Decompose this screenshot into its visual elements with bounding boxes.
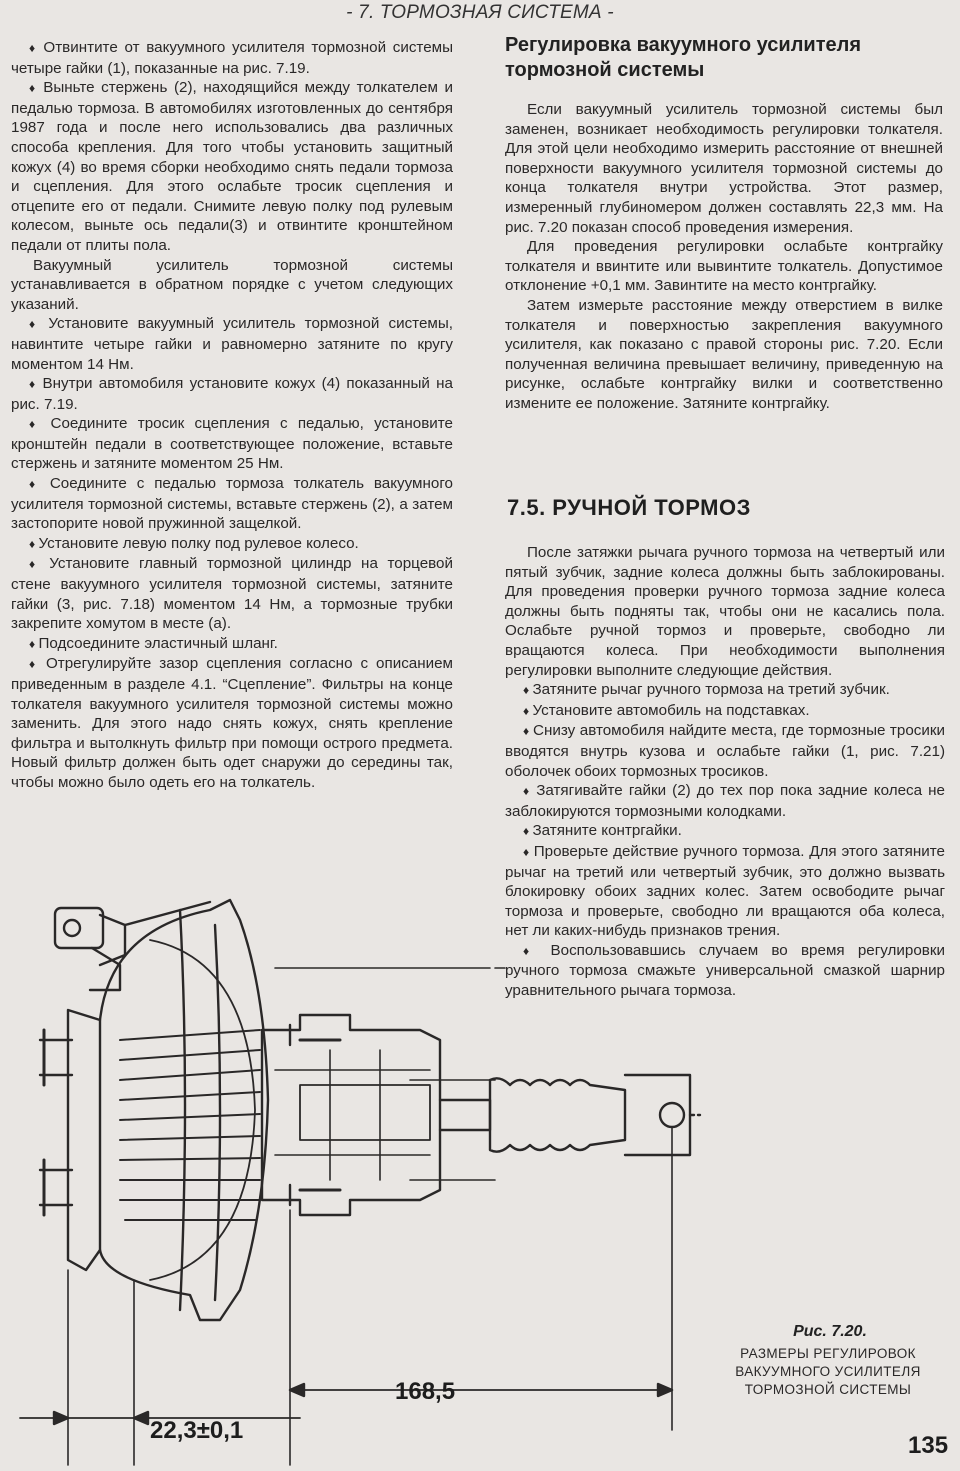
paragraph: ♦ Затягивайте гайки (2) до тех пор пока задние колеса не заблокируются тормозными колодками. [505,781,945,821]
paragraph: ♦ Снизу автомобиля найдите места, где тормозные тросики вводятся внутрь кузова и ослабьте гайки (1, рис. 7.21) оболочек обоих тормозных тросиков. [505,721,945,781]
paragraph: ♦ Затяните рычаг ручного тормоза на третий зубчик. [505,680,945,701]
subsection-heading: Регулировка вакуумного усилителя тормозной системы [505,34,861,81]
dimension-22-3: 22,3±0,1 [150,1417,244,1444]
paragraph: Если вакуумный усилитель тормозной системы был заменен, возникает необходимость регулировки толкателя. Для этой цели необходимо измерить расстояние от внешней поверхности вакуумного усилителя тормозной системы до конца толкателя внутри устройства. Этот размер, измеренный глубиномером должен составлять 22,3 мм. На рис. 7.20 показан способ проведения измерения. [505,101,943,236]
right-text-column-top [505,100,943,414]
running-head: - 7. ТОРМОЗНАЯ СИСТЕМА - [346,2,614,23]
paragraph: Вакуумный усилитель тормозной системы устанавливается в обратном порядке с учетом следующих указаний. [11,256,453,313]
figure-title: Рис. 7.20. [793,1323,867,1340]
paragraph: ♦ Установите вакуумный усилитель тормозной системы, навинтите четыре гайки и равномерно затяните по кругу моментом 14 Нм. [11,314,453,374]
figure-caption: РАЗМЕРЫ РЕГУЛИРОВОК ВАКУУМНОГО УСИЛИТЕЛЯ ТОРМОЗНОЙ СИСТЕМЫ [735,1346,921,1397]
paragraph: Для проведения регулировки ослабьте контргайку толкателя и ввинтите или вывинтите толкатель. Допустимое отклонение +0,1 мм. Завинтите на место контргайку. [505,238,943,295]
paragraph: ♦ Отвинтите от вакуумного усилителя тормозной системы четыре гайки (1), показанные на рис. 7.19. [11,38,453,78]
paragraph: После затяжки рычага ручного тормоза на четвертый или пятый зубчик, задние колеса должны быть заблокированы. Для проведения проверки ручного тормоза задние колеса должны быть подняты так, чтобы они не касались пола. Ослабьте ручной тормоз и проверьте, свободно ли вращаются колеса. При необходимости выполнения регулировки выполните следующие действия. [505,544,945,679]
dimension-168-5: 168,5 [395,1378,456,1405]
paragraph: ♦ Внутри автомобиля установите кожух (4) показанный на рис. 7.19. [11,374,453,414]
paragraph: ♦ Соедините с педалью тормоза толкатель вакуумного усилителя тормозной системы, вставьте стержень (2), а затем застопорите новой пружинной защелкой. [11,474,453,534]
paragraph: ♦ Соедините тросик сцепления с педалью, установите кронштейн педали в соответствующее положение, вставьте стержень и затяните моментом 25 Нм. [11,414,453,474]
paragraph: ♦ Затяните контргайки. [505,821,945,842]
paragraph: Затем измерьте расстояние между отверстием в вилке толкателя и поверхностью закрепления вакуумного усилителя, как показано с правой стороны рис. 7.20. Если полученная величина превышает величину, приведенную на рисунке, ослабьте контргайку вилки и соответственно измените ее положение. Затяните контргайку. [505,296,943,412]
paragraph: ♦ Отрегулируйте зазор сцепления согласно с описанием приведенным в разделе 4.1. “Сцепление”. Фильтры на конце толкателя вакуумного усилителя тормозной системы можно заменить. Для этого надо снять кожух, снять крепление фильтра и вытолкнуть фильтр при помощи острого предмета. Новый фильтр должен быть одет снаружи до середины так, чтобы можно было одеть его на толкатель. [11,654,453,792]
paragraph: ♦ Проверьте действие ручного тормоза. Для этого затяните рычаг на третий или четвертый зубчик, это должно вызвать блокировку обоих задних колес. Затем освободите рычаг тормоза и проверьте, свободно ли вращаются оба колеса, нет ли каких-нибудь признаков трения. [505,842,945,941]
paragraph: ♦ Установите левую полку под рулевое колесо. [11,534,453,555]
left-text-column [11,38,453,793]
section-heading: 7.5. РУЧНОЙ ТОРМОЗ [507,495,751,520]
paragraph: ♦ Установите главный тормозной цилиндр на торцевой стене вакуумного усилителя тормозной системы, затяните гайки (3, рис. 7.18) моментом 14 Нм, а тормозные трубки закрепите хомутом в месте (а). [11,554,453,633]
paragraph: ♦ Установите автомобиль на подставках. [505,701,945,722]
page-number: 135 [908,1432,949,1459]
paragraph: ♦ Выньте стержень (2), находящийся между толкателем и педалью тормоза. В автомобилях изготовленных до сентября 1987 года и после него использовались два различных способа крепления. Для того чтобы установить защитный кожух (4) во время сборки необходимо снять педали тормоза и сцепления. Для этого ослабьте тросик сцепления и отцепите его от педали. Снимите левую полку под рулевым колесом, выньте ось педали(3) и отвинтите кронштейном педали от плиты пола. [11,78,453,255]
paragraph: ♦ Подсоедините эластичный шланг. [11,634,453,655]
paragraph: ♦ Воспользовавшись случаем во время регулировки ручного тормоза смажьте универсальной смазкой шарнир уравнительного рычага тормоза. [505,941,945,1001]
